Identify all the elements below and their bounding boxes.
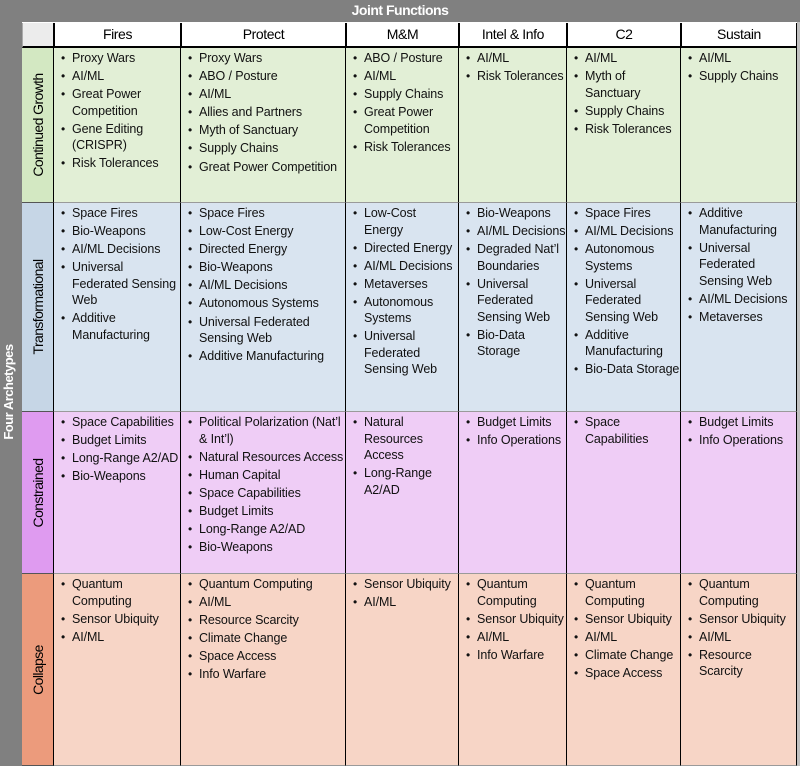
column-header: Sustain <box>681 23 797 48</box>
list-item: • Space Access <box>585 665 680 682</box>
list-item: • Bio-Data Storage <box>585 361 680 378</box>
list-item: • Great Power Competition <box>72 86 180 119</box>
row-label <box>22 48 54 203</box>
list-item: • Long-Range A2/AD <box>199 521 345 538</box>
bullet-list <box>181 203 345 365</box>
list-item: • Risk Tolerances <box>585 121 680 138</box>
joint-functions-table <box>22 22 797 766</box>
side-title: Four Archetypes <box>1 344 16 440</box>
row-label-text: Transformational <box>29 259 46 355</box>
list-item: • Bio-Weapons <box>72 468 180 485</box>
row-label <box>22 412 54 574</box>
list-item: • AI/ML <box>477 629 566 646</box>
table-cell <box>681 203 797 412</box>
bullet-list <box>459 574 566 663</box>
list-item: • Proxy Wars <box>72 50 180 67</box>
list-item: • Autonomous Systems <box>199 295 345 312</box>
list-item: • Political Polarization (Nat’l & Int’l) <box>199 414 345 447</box>
list-item: • Info Warfare <box>477 647 566 664</box>
list-item: • Directed Energy <box>199 241 345 258</box>
list-item: • Space Fires <box>72 205 180 222</box>
bullet-list <box>459 412 566 449</box>
bullet-list <box>346 48 458 155</box>
table-cell <box>459 48 567 203</box>
list-item: • Space Capabilities <box>199 485 345 502</box>
table-cell <box>567 48 681 203</box>
list-item: • Universal Federated Sensing Web <box>72 259 180 309</box>
list-item: • Bio-Weapons <box>199 259 345 276</box>
table-cell <box>346 48 459 203</box>
list-item: • Additive Manufacturing <box>199 348 345 365</box>
row-label-text: Continued Growth <box>29 73 46 177</box>
list-item: • Bio-Weapons <box>477 205 566 222</box>
bullet-list <box>567 48 680 137</box>
table-cell <box>54 203 181 412</box>
bullet-list <box>181 574 345 683</box>
bullet-list <box>54 203 180 343</box>
table-cell <box>54 412 181 574</box>
bullet-list <box>54 574 180 645</box>
bullet-list <box>681 412 796 449</box>
bullet-list <box>181 412 345 556</box>
bullet-list <box>567 412 680 447</box>
list-item: • Info Operations <box>699 432 796 449</box>
list-item: • AI/ML <box>699 629 796 646</box>
table-cell <box>681 48 797 203</box>
list-item: • ABO / Posture <box>199 68 345 85</box>
list-item: • Sensor Ubiquity <box>699 611 796 628</box>
list-item: • Supply Chains <box>585 103 680 120</box>
table-cell <box>346 574 459 766</box>
list-item: • Supply Chains <box>364 86 458 103</box>
list-item: • Low-Cost Energy <box>199 223 345 240</box>
bullet-list <box>681 574 796 680</box>
list-item: • Budget Limits <box>477 414 566 431</box>
list-item: • Natural Resources Access <box>364 414 458 464</box>
column-header: Protect <box>181 23 346 48</box>
bullet-list <box>346 412 458 498</box>
table-cell <box>567 203 681 412</box>
list-item: • AI/ML Decisions <box>199 277 345 294</box>
list-item: • Space Access <box>199 648 345 665</box>
list-item: • Natural Resources Access <box>199 449 345 466</box>
list-item: • Risk Tolerances <box>364 139 458 156</box>
list-item: • Universal Federated Sensing Web <box>477 276 566 326</box>
list-item: • Space Fires <box>199 205 345 222</box>
list-item: • Myth of Sanctuary <box>199 122 345 139</box>
header-corner <box>22 23 54 48</box>
table-cell <box>181 48 346 203</box>
list-item: • AI/ML <box>72 629 180 646</box>
list-item: • Quantum Computing <box>585 576 680 609</box>
list-item: • Info Operations <box>477 432 566 449</box>
list-item: • Great Power Competition <box>199 159 345 176</box>
list-item: • AI/ML <box>364 594 458 611</box>
bullet-list <box>346 574 458 611</box>
table-cell <box>181 574 346 766</box>
list-item: • AI/ML Decisions <box>477 223 566 240</box>
list-item: • AI/ML <box>585 50 680 67</box>
row-label-text: Constrained <box>29 458 46 527</box>
list-item: • AI/ML <box>699 50 796 67</box>
list-item: • Myth of Sanctuary <box>585 68 680 101</box>
list-item: • AI/ML Decisions <box>72 241 180 258</box>
list-item: • Additive Manufacturing <box>585 327 680 360</box>
list-item: • Metaverses <box>699 309 796 326</box>
list-item: • Budget Limits <box>72 432 180 449</box>
table-cell <box>346 203 459 412</box>
list-item: • AI/ML Decisions <box>699 291 796 308</box>
table-cell <box>567 574 681 766</box>
list-item: • Universal Federated Sensing Web <box>199 314 345 347</box>
list-item: • Risk Tolerances <box>72 155 180 172</box>
list-item: • Directed Energy <box>364 240 458 257</box>
bullet-list <box>681 48 796 85</box>
list-item: • Resource Scarcity <box>199 612 345 629</box>
bullet-list <box>681 203 796 325</box>
table-title: Joint Functions <box>351 2 449 18</box>
list-item: • Autonomous Systems <box>585 241 680 274</box>
table-cell <box>459 203 567 412</box>
table-cell <box>54 574 181 766</box>
list-item: • Quantum Computing <box>199 576 345 593</box>
bullet-list <box>567 574 680 681</box>
row-label-text: Collapse <box>29 644 46 695</box>
list-item: • Universal Federated Sensing Web <box>364 328 458 378</box>
list-item: • AI/ML <box>72 68 180 85</box>
list-item: • AI/ML <box>585 629 680 646</box>
list-item: • Low-Cost Energy <box>364 205 458 238</box>
list-item: • Info Warfare <box>199 666 345 683</box>
list-item: • Quantum Computing <box>699 576 796 609</box>
list-item: • Supply Chains <box>199 140 345 157</box>
list-item: • Bio-Weapons <box>72 223 180 240</box>
list-item: • Resource Scarcity <box>699 647 796 680</box>
list-item: • ABO / Posture <box>364 50 458 67</box>
list-item: • Additive Manufacturing <box>72 310 180 343</box>
table-cell <box>181 412 346 574</box>
column-header: Intel & Info <box>459 23 567 48</box>
list-item: • Bio-Data Storage <box>477 327 566 360</box>
bullet-list <box>181 48 345 175</box>
side-bar <box>0 22 22 766</box>
list-item: • Additive Manufacturing <box>699 205 796 238</box>
list-item: • Proxy Wars <box>199 50 345 67</box>
list-item: • Space Fires <box>585 205 680 222</box>
list-item: • Sensor Ubiquity <box>585 611 680 628</box>
table-cell <box>681 574 797 766</box>
list-item: • Risk Tolerances <box>477 68 566 85</box>
bullet-list <box>459 203 566 360</box>
bullet-list <box>54 412 180 485</box>
column-header: C2 <box>567 23 681 48</box>
list-item: • Climate Change <box>585 647 680 664</box>
list-item: • Climate Change <box>199 630 345 647</box>
list-item: • Supply Chains <box>699 68 796 85</box>
row-label <box>22 574 54 766</box>
list-item: • Sensor Ubiquity <box>477 611 566 628</box>
list-item: • Budget Limits <box>199 503 345 520</box>
list-item: • AI/ML <box>199 594 345 611</box>
list-item: • Gene Editing (CRISPR) <box>72 121 180 154</box>
list-item: • Sensor Ubiquity <box>72 611 180 628</box>
table-cell <box>459 574 567 766</box>
table-cell <box>681 412 797 574</box>
list-item: • Universal Federated Sensing Web <box>699 240 796 290</box>
list-item: • Autonomous Systems <box>364 294 458 327</box>
list-item: • AI/ML <box>364 68 458 85</box>
list-item: • Space Capabilities <box>585 414 680 447</box>
list-item: • Bio-Weapons <box>199 539 345 556</box>
table-cell <box>54 48 181 203</box>
list-item: • Allies and Partners <box>199 104 345 121</box>
bullet-list <box>567 203 680 378</box>
bullet-list <box>459 48 566 85</box>
list-item: • Human Capital <box>199 467 345 484</box>
row-label <box>22 203 54 412</box>
list-item: • AI/ML <box>199 86 345 103</box>
list-item: • Great Power Competition <box>364 104 458 137</box>
list-item: • AI/ML <box>477 50 566 67</box>
list-item: • Sensor Ubiquity <box>364 576 458 593</box>
list-item: • Long-Range A2/AD <box>72 450 180 467</box>
list-item: • Quantum Computing <box>72 576 180 609</box>
column-header: Fires <box>54 23 181 48</box>
list-item: • AI/ML Decisions <box>364 258 458 275</box>
table-cell <box>567 412 681 574</box>
list-item: • Long-Range A2/AD <box>364 465 458 498</box>
list-item: • Budget Limits <box>699 414 796 431</box>
bullet-list <box>346 203 458 378</box>
list-item: • Metaverses <box>364 276 458 293</box>
table-cell <box>346 412 459 574</box>
list-item: • Universal Federated Sensing Web <box>585 276 680 326</box>
table-cell <box>459 412 567 574</box>
list-item: • Space Capabilities <box>72 414 180 431</box>
table-cell <box>181 203 346 412</box>
title-bar <box>0 0 800 22</box>
bullet-list <box>54 48 180 172</box>
column-header: M&M <box>346 23 459 48</box>
list-item: • Quantum Computing <box>477 576 566 609</box>
list-item: • Degraded Nat’l Boundaries <box>477 241 566 274</box>
list-item: • AI/ML Decisions <box>585 223 680 240</box>
